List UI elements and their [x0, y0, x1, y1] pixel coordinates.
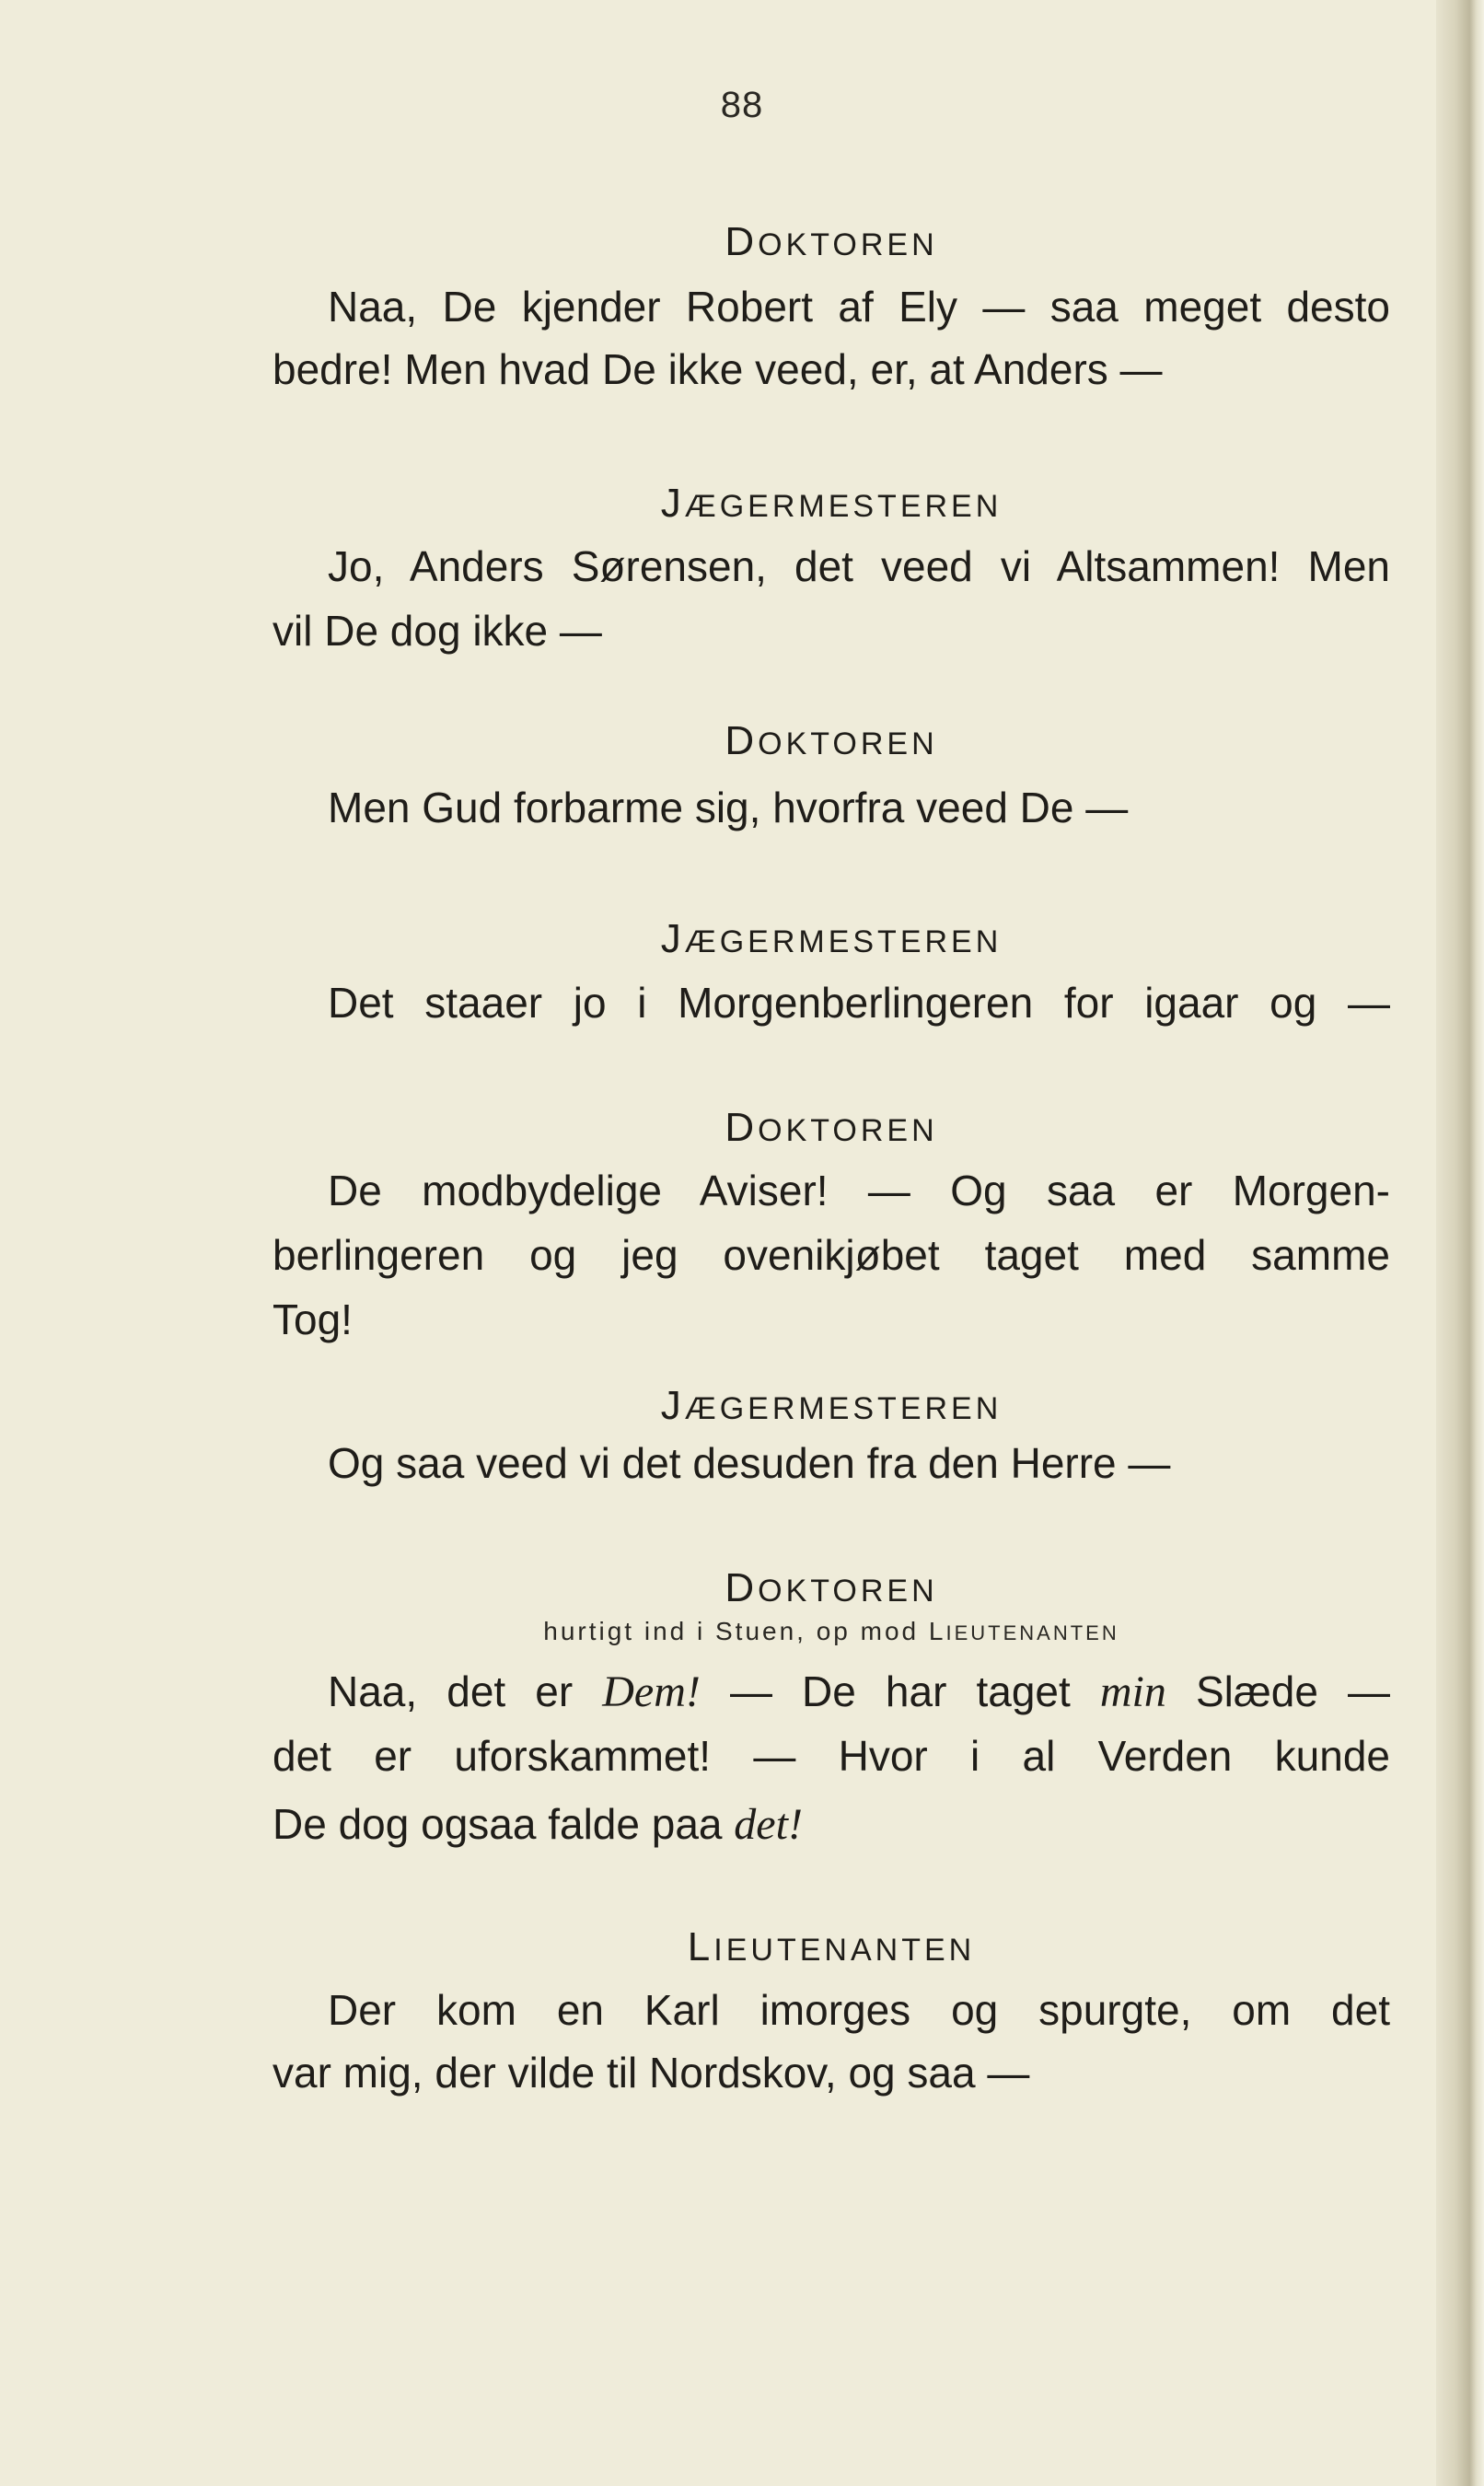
speaker-initial: D [725, 1105, 759, 1150]
stage-direction-name-initial: L [928, 1617, 946, 1645]
speaker-rest: ÆGERMESTEREN [684, 924, 1003, 959]
stage-direction-name-rest: IEUTENANTEN [945, 1621, 1119, 1644]
speaker-heading [272, 1383, 1390, 1429]
speaker-rest: OKTOREN [758, 227, 938, 262]
dialogue-line: Tog! [272, 1295, 353, 1343]
italic-text: det! [734, 1800, 803, 1849]
page-gutter-shadow [1436, 0, 1484, 2486]
speaker-heading [272, 1565, 1390, 1611]
speaker-rest: ÆGERMESTEREN [684, 1391, 1003, 1426]
dialogue-line: Det staaer jo i Morgenberlingeren for igaar og — [328, 979, 1390, 1027]
italic-text: Dem! [602, 1667, 701, 1716]
speaker-initial: D [725, 1565, 759, 1610]
speaker-initial: J [660, 481, 685, 526]
italic-text: min [1099, 1667, 1166, 1716]
dialogue-line: Naa, De kjender Robert af Ely — saa meget desto [328, 283, 1390, 331]
speaker-heading [272, 219, 1390, 265]
speaker-rest: OKTOREN [758, 1113, 938, 1148]
dialogue-line: bedre! Men hvad De ikke veed, er, at Anders — [272, 345, 1163, 393]
text-segment: De dog ogsaa falde paa [272, 1800, 735, 1848]
speaker-heading [272, 1924, 1390, 1970]
stage-direction [272, 1617, 1390, 1646]
speaker-heading [272, 481, 1390, 527]
speaker-initial: L [687, 1924, 714, 1969]
dialogue-line: vil De dog ikke — [272, 607, 602, 655]
dialogue-line: Jo, Anders Sørensen, det veed vi Altsammen! Men [328, 542, 1390, 590]
dialogue-line: Men Gud forbarme sig, hvorfra veed De — [328, 784, 1129, 831]
speaker-rest: ÆGERMESTEREN [684, 489, 1003, 524]
speaker-heading [272, 916, 1390, 962]
dialogue-line [272, 1800, 1390, 1849]
dialogue-line: berlingeren og jeg ovenikjøbet taget med samme [272, 1231, 1390, 1279]
dialogue-line [328, 1667, 1391, 1716]
speaker-rest: IEUTENANTEN [713, 1933, 976, 1968]
stage-direction-text: hurtigt ind i Stuen, op mod [543, 1617, 929, 1645]
speaker-initial: D [725, 718, 759, 763]
speaker-initial: D [725, 219, 759, 264]
dialogue-line: Der kom en Karl imorges og spurgte, om det [328, 1986, 1390, 2034]
dialogue-line: var mig, der vilde til Nordskov, og saa — [272, 2049, 1030, 2097]
text-segment: Naa, det er [328, 1667, 603, 1715]
text-segment: — De har taget [700, 1667, 1100, 1715]
dialogue-line: De modbydelige Aviser! — Og saa er Morgen- [328, 1167, 1390, 1214]
speaker-heading [272, 1105, 1390, 1151]
speaker-rest: OKTOREN [758, 726, 938, 761]
text-segment: Slæde — [1165, 1667, 1391, 1715]
dialogue-line: Og saa veed vi det desuden fra den Herre — [328, 1439, 1171, 1487]
dialogue-line [272, 1732, 1390, 1780]
speaker-initial: J [660, 916, 685, 961]
speaker-rest: OKTOREN [758, 1574, 938, 1609]
page-number: 88 [720, 85, 764, 125]
speaker-heading [272, 718, 1390, 764]
speaker-initial: J [660, 1383, 685, 1428]
text-segment: det er uforskammet! — Hvor i al Verden kunde [272, 1732, 1390, 1780]
